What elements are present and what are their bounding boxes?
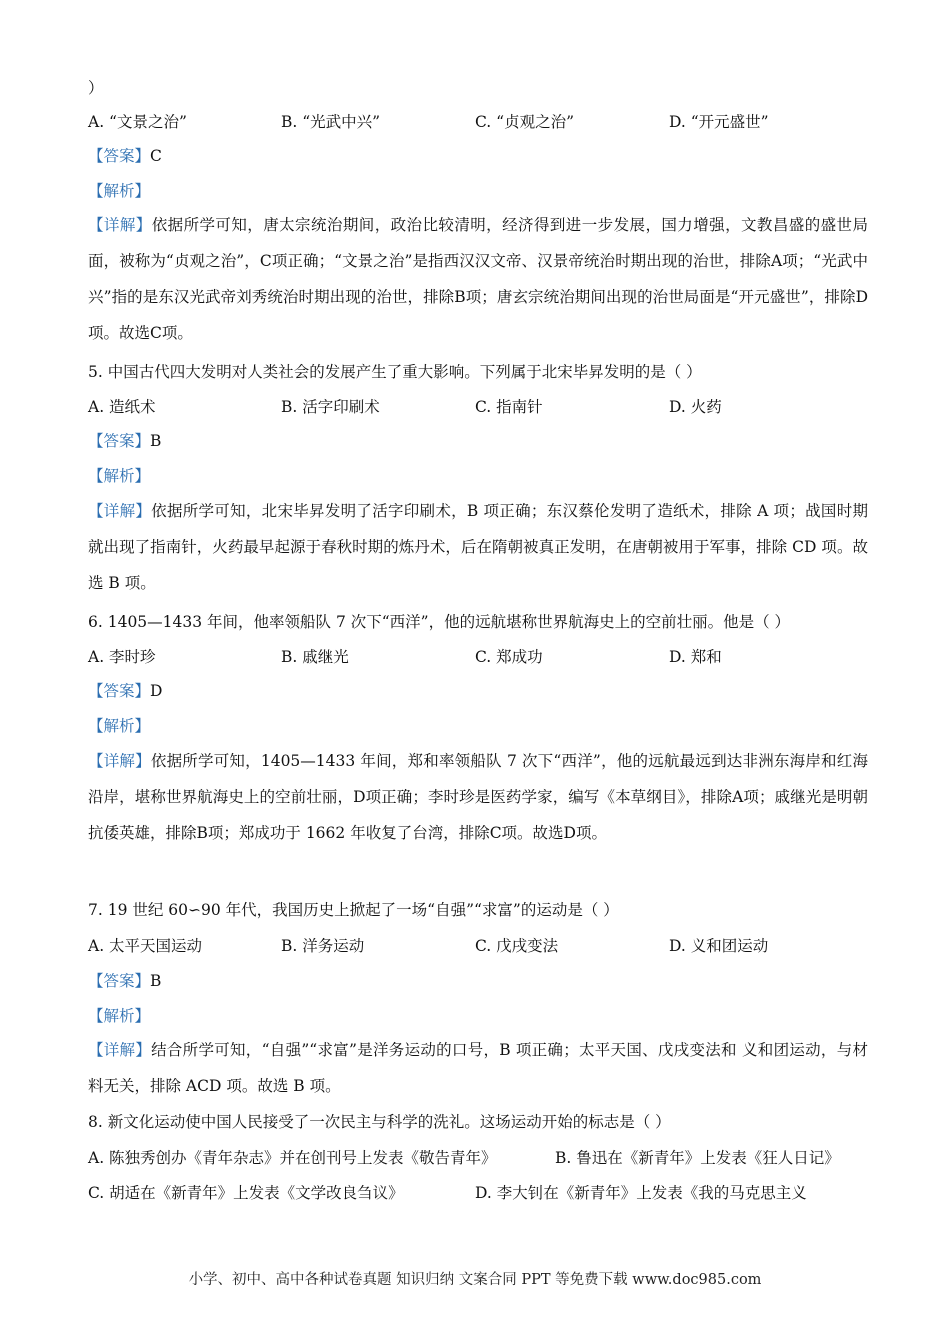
q7-option-d: D. 义和团运动 [669, 937, 769, 955]
answer-tag: 【答案】 [88, 432, 151, 450]
answer-value: B [150, 972, 162, 990]
q5-analysis-tag: 【解析】 [88, 467, 151, 485]
q4-option-c: C. “贞观之治” [475, 113, 575, 131]
q8-options-row2 [88, 1183, 868, 1203]
q5-options [88, 397, 868, 417]
q4-answer [88, 146, 162, 166]
q7-option-c: C. 戊戌变法 [475, 937, 559, 955]
q6-option-a: A. 李时珍 [88, 648, 156, 666]
q4-option-b: B. “光武中兴” [281, 113, 381, 131]
q5-detail [88, 493, 868, 601]
q6-detail [88, 743, 868, 851]
detail-text: 依据所学可知，1405—1433 年间，郑和率领船队 7 次下“西洋”，他的远航最远到达非洲东海岸和红海沿岸，堪称世界航海史上的空前壮丽，D项正确；李时珍是医药学家，编写《本草纲目》，排除A项；戚继光是明朝抗倭英雄，排除B项；郑成功于 1662 年收复了台湾，排除C项。故选D项。 [88, 752, 868, 842]
q8-option-d: D. 李大钊在《新青年》上发表《我的马克思主义 [475, 1184, 807, 1202]
q5-option-d: D. 火药 [669, 398, 722, 416]
q6-answer [88, 681, 162, 701]
detail-text: 依据所学可知，北宋毕昇发明了活字印刷术，B 项正确；东汉蔡伦发明了造纸术，排除 A 项；战国时期就出现了指南针，火药最早起源于春秋时期的炼丹术，后在隋朝被真正发明，在唐朝被用于军事，排除 CD 项。故选 B 项。 [88, 502, 868, 592]
q7-question: 7. 19 世纪 60∽90 年代，我国历史上掀起了一场“自强”“求富”的运动是（ ） [88, 901, 619, 919]
q5-option-b: B. 活字印刷术 [281, 398, 380, 416]
q7-detail [88, 1032, 868, 1104]
answer-value: C [150, 147, 162, 165]
q4-options [88, 112, 868, 132]
q8-option-a: A. 陈独秀创办《青年杂志》并在创刊号上发表《敬告青年》 [88, 1149, 497, 1167]
answer-value: B [150, 432, 162, 450]
page-footer: 小学、初中、高中各种试卷真题 知识归纳 文案合同 PPT 等免费下载 www.doc985.com [188, 1272, 762, 1288]
q8-option-c: C. 胡适在《新青年》上发表《文学改良刍议》 [88, 1184, 404, 1202]
detail-tag: 【详解】 [88, 502, 152, 520]
q6-question: 6. 1405—1433 年间，他率领船队 7 次下“西洋”，他的远航堪称世界航海史上的空前壮丽。他是（ ） [88, 613, 791, 631]
detail-tag: 【详解】 [88, 216, 152, 234]
q5-option-a: A. 造纸术 [88, 398, 156, 416]
q4-option-a: A. “文景之治” [88, 113, 187, 131]
q7-options [88, 936, 868, 956]
answer-tag: 【答案】 [88, 147, 151, 165]
q5-question: 5. 中国古代四大发明对人类社会的发展产生了重大影响。下列属于北宋毕昇发明的是（ ） [88, 363, 702, 381]
answer-value: D [150, 682, 163, 700]
detail-tag: 【详解】 [88, 752, 151, 770]
detail-tag: 【详解】 [88, 1041, 152, 1059]
q7-option-b: B. 洋务运动 [281, 937, 365, 955]
detail-text: 结合所学可知，“自强”“求富”是洋务运动的口号，B 项正确；太平天国、戊戌变法和 义和团运动，与材料无关，排除 ACD 项。故选 B 项。 [88, 1041, 868, 1095]
q4-detail [88, 207, 868, 351]
q8-option-b: B. 鲁迅在《新青年》上发表《狂人日记》 [555, 1149, 840, 1167]
q8-question: 8. 新文化运动使中国人民接受了一次民主与科学的洗礼。这场运动开始的标志是（ ） [88, 1113, 671, 1131]
answer-tag: 【答案】 [88, 972, 151, 990]
q5-answer [88, 431, 161, 451]
q7-answer [88, 971, 161, 991]
q7-option-a: A. 太平天国运动 [88, 937, 203, 955]
q6-options [88, 647, 868, 667]
q6-option-d: D. 郑和 [669, 648, 722, 666]
q5-option-c: C. 指南针 [475, 398, 543, 416]
q6-option-b: B. 戚继光 [281, 648, 349, 666]
q6-option-c: C. 郑成功 [475, 648, 543, 666]
q7-analysis-tag: 【解析】 [88, 1007, 151, 1025]
q4-analysis-tag: 【解析】 [88, 182, 151, 200]
q6-analysis-tag: 【解析】 [88, 717, 151, 735]
answer-tag: 【答案】 [88, 682, 151, 700]
q4-option-d: D. “开元盛世” [669, 113, 769, 131]
question-fragment: ） [88, 79, 104, 97]
detail-text: 依据所学可知，唐太宗统治期间，政治比较清明，经济得到进一步发展，国力增强，文教昌盛的盛世局面，被称为“贞观之治”，C项正确；“文景之治”是指西汉汉文帝、汉景帝统治时期出现的治世，排除A项；“光武中兴”指的是东汉光武帝刘秀统治时期出现的治世，排除B项；唐玄宗统治期间出现的治世局面是“开元盛世”，排除D项。故选C项。 [88, 216, 868, 342]
q8-options-row1 [88, 1148, 868, 1168]
